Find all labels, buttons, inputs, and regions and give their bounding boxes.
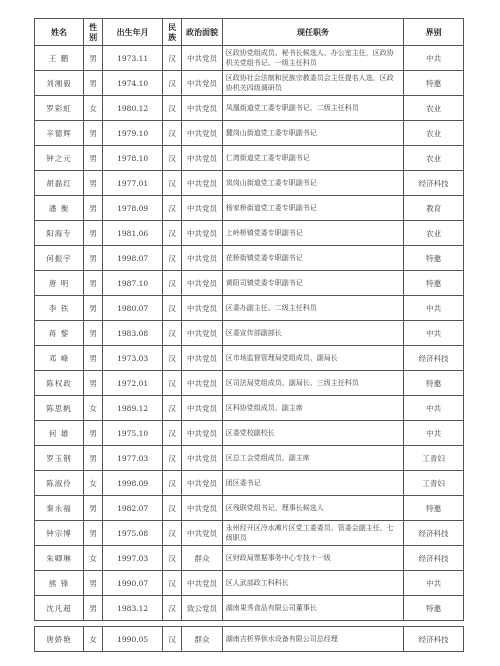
cell-ethnic: 汉 xyxy=(163,296,182,321)
cell-sex: 男 xyxy=(84,271,103,296)
cell-birth: 1973.11 xyxy=(103,46,163,71)
cell-political: 中共党员 xyxy=(182,521,223,546)
header-birth: 出生年月 xyxy=(103,19,163,46)
cell-sex: 男 xyxy=(84,321,103,346)
cell-sex: 男 xyxy=(84,571,103,596)
cell-name: 何振宇 xyxy=(35,246,84,271)
cell-duty: 区总工会党组成员、副主席 xyxy=(222,446,403,471)
cell-ethnic: 汉 xyxy=(163,321,182,346)
cell-sector: 农业 xyxy=(404,96,464,121)
cell-sector: 中共 xyxy=(404,396,464,421)
cell-sex: 女 xyxy=(84,471,103,496)
cell-birth: 1975.10 xyxy=(103,421,163,446)
table-row xyxy=(35,471,464,496)
header-name: 姓名 xyxy=(35,19,84,46)
cell-ethnic: 汉 xyxy=(163,71,182,96)
cell-sector: 中共 xyxy=(404,321,464,346)
cell-sector: 特邀 xyxy=(404,371,464,396)
cell-duty: 岚岗山街道党工委专职副书记 xyxy=(222,171,403,196)
member-table xyxy=(34,18,464,652)
cell-political: 中共党员 xyxy=(182,71,223,96)
cell-political: 中共党员 xyxy=(182,246,223,271)
cell-sex: 男 xyxy=(84,46,103,71)
cell-name: 罗玉钢 xyxy=(35,446,84,471)
cell-birth: 1977.01 xyxy=(103,171,163,196)
cell-name: 刘湘毅 xyxy=(35,71,84,96)
cell-duty: 区司法局党组成员、副局长、三级主任科员 xyxy=(222,371,403,396)
table-row xyxy=(35,246,464,271)
cell-political: 中共党员 xyxy=(182,171,223,196)
cell-name: 潘 衡 xyxy=(35,196,84,221)
table-body xyxy=(35,46,464,652)
cell-birth: 1972.01 xyxy=(103,371,163,396)
cell-sex: 女 xyxy=(84,627,103,652)
cell-ethnic: 汉 xyxy=(163,521,182,546)
cell-political: 中共党员 xyxy=(182,296,223,321)
table-row xyxy=(35,371,464,396)
cell-ethnic: 汉 xyxy=(163,196,182,221)
header-duty: 现任职务 xyxy=(222,19,403,46)
cell-ethnic: 汉 xyxy=(163,496,182,521)
cell-ethnic: 汉 xyxy=(163,471,182,496)
cell-name: 朱卿琳 xyxy=(35,546,84,571)
table-row xyxy=(35,571,464,596)
cell-ethnic: 汉 xyxy=(163,221,182,246)
cell-sex: 女 xyxy=(84,396,103,421)
cell-name: 李 铁 xyxy=(35,296,84,321)
cell-name: 辛德辉 xyxy=(35,121,84,146)
cell-ethnic: 汉 xyxy=(163,346,182,371)
cell-birth: 1990.07 xyxy=(103,571,163,596)
cell-name: 陈权政 xyxy=(35,371,84,396)
cell-duty: 区残联党组书记、理事长候选人 xyxy=(222,496,403,521)
cell-name: 蒋 黎 xyxy=(35,321,84,346)
cell-sector: 农业 xyxy=(404,221,464,246)
cell-political: 中共党员 xyxy=(182,46,223,71)
table-row xyxy=(35,221,464,246)
cell-name: 阳海专 xyxy=(35,221,84,246)
cell-political: 中共党员 xyxy=(182,496,223,521)
cell-duty: 上岭桥镇党委专职副书记 xyxy=(222,221,403,246)
cell-birth: 1975.08 xyxy=(103,521,163,546)
cell-sector: 教育 xyxy=(404,196,464,221)
table-row xyxy=(35,271,464,296)
cell-sector: 工青妇 xyxy=(404,471,464,496)
cell-duty: 区委党校副校长 xyxy=(222,421,403,446)
cell-ethnic: 汉 xyxy=(163,571,182,596)
table-row xyxy=(35,71,464,96)
cell-duty: 区人武部政工科科长 xyxy=(222,571,403,596)
cell-sex: 男 xyxy=(84,171,103,196)
cell-name: 唐 明 xyxy=(35,271,84,296)
header-sex: 性别 xyxy=(84,19,103,46)
cell-political: 中共党员 xyxy=(182,571,223,596)
table-row xyxy=(35,96,464,121)
table-row xyxy=(35,196,464,221)
cell-duty: 区委宣传部副部长 xyxy=(222,321,403,346)
table-row xyxy=(35,496,464,521)
cell-political: 致公党员 xyxy=(182,596,223,621)
cell-sector: 特邀 xyxy=(404,246,464,271)
cell-ethnic: 汉 xyxy=(163,421,182,446)
cell-birth: 1998.09 xyxy=(103,471,163,496)
cell-duty: 花桥街镇党委专职副书记 xyxy=(222,246,403,271)
table-row xyxy=(35,596,464,621)
table-row xyxy=(35,171,464,196)
cell-sector: 经济科技 xyxy=(404,627,464,652)
cell-birth: 1974.10 xyxy=(103,71,163,96)
cell-name: 熊 锋 xyxy=(35,571,84,596)
cell-sex: 女 xyxy=(84,96,103,121)
cell-duty: 区政协社会法制和民族宗教委员会主任提名人选，区政协机关四级调研员 xyxy=(222,71,403,96)
cell-political: 中共党员 xyxy=(182,346,223,371)
cell-ethnic: 汉 xyxy=(163,46,182,71)
cell-name: 沈凡超 xyxy=(35,596,84,621)
table-row xyxy=(35,296,464,321)
cell-duty: 黄阳司镇党委专职副书记 xyxy=(222,271,403,296)
cell-sex: 男 xyxy=(84,196,103,221)
cell-birth: 1989.12 xyxy=(103,396,163,421)
cell-name: 陈思帆 xyxy=(35,396,84,421)
cell-duty: 永州经开区冷水滩片区党工委委员、管委会副主任、七级职员 xyxy=(222,521,403,546)
cell-name: 罗彩虹 xyxy=(35,96,84,121)
cell-birth: 1983.08 xyxy=(103,321,163,346)
cell-duty: 区市场监督管理局党组成员、副局长 xyxy=(222,346,403,371)
cell-name: 钟之元 xyxy=(35,146,84,171)
table-row xyxy=(35,146,464,171)
cell-ethnic: 汉 xyxy=(163,246,182,271)
table-row xyxy=(35,346,464,371)
table-row xyxy=(35,121,464,146)
cell-political: 中共党员 xyxy=(182,196,223,221)
cell-birth: 1998.07 xyxy=(103,246,163,271)
cell-sex: 男 xyxy=(84,146,103,171)
cell-sector: 经济科技 xyxy=(404,521,464,546)
cell-ethnic: 汉 xyxy=(163,271,182,296)
cell-ethnic: 汉 xyxy=(163,171,182,196)
cell-sex: 男 xyxy=(84,221,103,246)
table-row xyxy=(35,521,464,546)
cell-sex: 男 xyxy=(84,596,103,621)
cell-political: 中共党员 xyxy=(182,221,223,246)
cell-ethnic: 汉 xyxy=(163,596,182,621)
cell-political: 中共党员 xyxy=(182,421,223,446)
cell-political: 中共党员 xyxy=(182,471,223,496)
cell-sex: 男 xyxy=(84,121,103,146)
cell-birth: 1978.10 xyxy=(103,146,163,171)
cell-sex: 男 xyxy=(84,296,103,321)
cell-sector: 中共 xyxy=(404,421,464,446)
cell-duty: 区政协党组成员、秘书长候选人、办公室主任，区政协机关党组书记、一级主任科员 xyxy=(222,46,403,71)
cell-political: 群众 xyxy=(182,627,223,652)
cell-ethnic: 汉 xyxy=(163,96,182,121)
cell-political: 中共党员 xyxy=(182,146,223,171)
cell-sector: 特邀 xyxy=(404,271,464,296)
cell-duty: 凤凰街道党工委专职副书记、二级主任科员 xyxy=(222,96,403,121)
table-row-extra xyxy=(35,627,464,652)
cell-political: 中共党员 xyxy=(182,271,223,296)
table-row xyxy=(35,396,464,421)
cell-sector: 经济科技 xyxy=(404,171,464,196)
cell-name: 秦永福 xyxy=(35,496,84,521)
cell-birth: 1973.03 xyxy=(103,346,163,371)
cell-political: 中共党员 xyxy=(182,96,223,121)
cell-duty: 麓岗山街道党工委专职副书记 xyxy=(222,121,403,146)
cell-name: 胡磊红 xyxy=(35,171,84,196)
committee-member-sheet xyxy=(34,18,464,652)
cell-sector: 经济科技 xyxy=(404,346,464,371)
cell-sector: 特邀 xyxy=(404,496,464,521)
table-row xyxy=(35,446,464,471)
cell-birth: 1980.07 xyxy=(103,296,163,321)
cell-sex: 男 xyxy=(84,346,103,371)
cell-birth: 1981.06 xyxy=(103,221,163,246)
table-row xyxy=(35,321,464,346)
cell-birth: 1997.03 xyxy=(103,546,163,571)
table-row xyxy=(35,421,464,446)
cell-ethnic: 汉 xyxy=(163,121,182,146)
cell-birth: 1980.12 xyxy=(103,96,163,121)
header-political: 政治面貌 xyxy=(182,19,223,46)
cell-birth: 1978.09 xyxy=(103,196,163,221)
cell-ethnic: 汉 xyxy=(163,546,182,571)
cell-sector: 中共 xyxy=(404,296,464,321)
cell-political: 群众 xyxy=(182,546,223,571)
cell-political: 中共党员 xyxy=(182,371,223,396)
cell-sex: 男 xyxy=(84,246,103,271)
cell-birth: 1990.05 xyxy=(103,627,163,652)
cell-birth: 1977.03 xyxy=(103,446,163,471)
cell-sector: 工青妇 xyxy=(404,446,464,471)
cell-sex: 男 xyxy=(84,371,103,396)
table-header-row xyxy=(35,19,464,46)
cell-name: 唐娇艳 xyxy=(35,627,84,652)
cell-name: 何 雄 xyxy=(35,421,84,446)
cell-birth: 1979.10 xyxy=(103,121,163,146)
cell-duty: 团区委书记 xyxy=(222,471,403,496)
cell-sector: 农业 xyxy=(404,121,464,146)
cell-sector: 中共 xyxy=(404,46,464,71)
cell-duty: 湖南果秀食品有限公司董事长 xyxy=(222,596,403,621)
cell-name: 王 鹏 xyxy=(35,46,84,71)
cell-political: 中共党员 xyxy=(182,121,223,146)
cell-duty: 杨家桥街道党工委专职副书记 xyxy=(222,196,403,221)
table-row xyxy=(35,546,464,571)
cell-duty: 仁湾街道党工委专职副书记 xyxy=(222,146,403,171)
cell-ethnic: 汉 xyxy=(163,146,182,171)
cell-ethnic: 汉 xyxy=(163,446,182,471)
cell-sector: 特邀 xyxy=(404,71,464,96)
header-sector: 界别 xyxy=(404,19,464,46)
cell-ethnic: 汉 xyxy=(163,627,182,652)
cell-sex: 男 xyxy=(84,496,103,521)
cell-political: 中共党员 xyxy=(182,321,223,346)
cell-sex: 男 xyxy=(84,421,103,446)
cell-duty: 区科协党组成员、副主席 xyxy=(222,396,403,421)
cell-name: 陈淑伶 xyxy=(35,471,84,496)
table-row xyxy=(35,46,464,71)
cell-sector: 中共 xyxy=(404,571,464,596)
cell-sex: 男 xyxy=(84,446,103,471)
cell-duty: 湖南吉析界供水设备有限公司总经理 xyxy=(222,627,403,652)
cell-sector: 经济科技 xyxy=(404,546,464,571)
cell-sector: 农业 xyxy=(404,146,464,171)
cell-name: 钟宗博 xyxy=(35,521,84,546)
cell-sex: 男 xyxy=(84,71,103,96)
cell-birth: 1983.12 xyxy=(103,596,163,621)
header-ethnic: 民族 xyxy=(163,19,182,46)
cell-political: 中共党员 xyxy=(182,396,223,421)
cell-birth: 1982.07 xyxy=(103,496,163,521)
cell-sex: 女 xyxy=(84,546,103,571)
cell-duty: 区委办副主任、二级主任科员 xyxy=(222,296,403,321)
cell-duty: 区财政局票据事务中心专技十一级 xyxy=(222,546,403,571)
cell-ethnic: 汉 xyxy=(163,371,182,396)
cell-sector: 特邀 xyxy=(404,596,464,621)
cell-sex: 男 xyxy=(84,521,103,546)
cell-political: 中共党员 xyxy=(182,446,223,471)
cell-birth: 1987.10 xyxy=(103,271,163,296)
cell-ethnic: 汉 xyxy=(163,396,182,421)
cell-name: 邓 峰 xyxy=(35,346,84,371)
